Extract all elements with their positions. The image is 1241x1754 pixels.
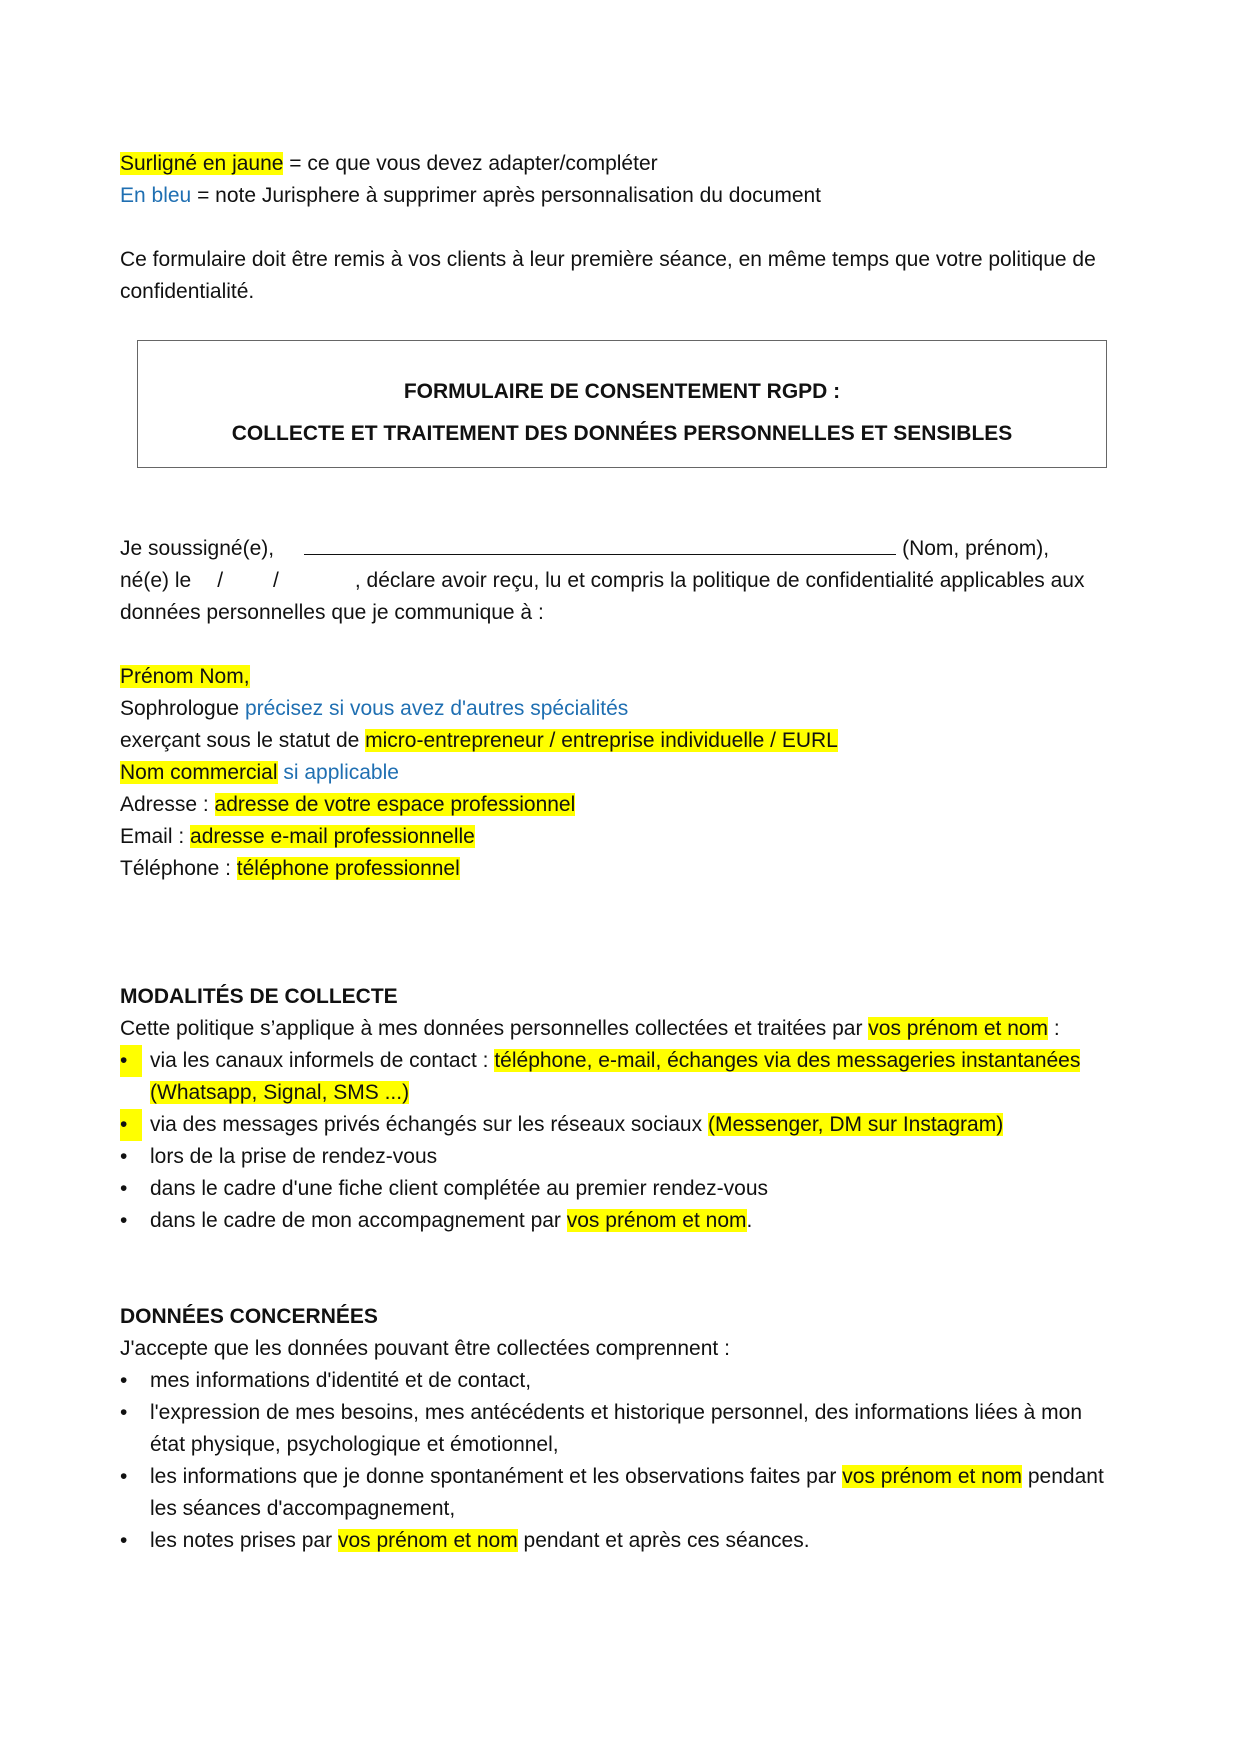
modalites-item2-prefix: via des messages privés échangés sur les réseaux sociaux bbox=[150, 1113, 708, 1136]
modalites-item2-value: (Messenger, DM sur Instagram) bbox=[707, 1113, 1004, 1136]
date-slash-2: / bbox=[273, 569, 279, 592]
soussigne-label: Je soussigné(e), bbox=[120, 537, 275, 560]
modalites-intro-name: vos prénom et nom bbox=[868, 1017, 1049, 1040]
list-item bbox=[120, 1461, 1120, 1525]
list-item bbox=[120, 1045, 1120, 1109]
modalites-item1-value: téléphone, e-mail, échanges via des messageries instantanées (Whatsapp, Signal, SMS ...) bbox=[150, 1049, 1081, 1104]
practitioner-phone bbox=[120, 853, 1120, 885]
name-blank-field[interactable] bbox=[304, 532, 896, 555]
modalites-list bbox=[120, 1045, 1120, 1237]
modalites-item4: dans le cadre d'une fiche client complétée au premier rendez-vous bbox=[150, 1177, 769, 1200]
address-value: adresse de votre espace professionnel bbox=[214, 793, 576, 816]
bullet-icon: • bbox=[120, 1109, 142, 1141]
donnees-item3-value: vos prénom et nom bbox=[842, 1465, 1023, 1488]
legend-blue-text: = note Jurisphere à supprimer après personnalisation du document bbox=[191, 184, 822, 207]
legend-blue bbox=[120, 180, 1120, 212]
practitioner-email bbox=[120, 821, 1120, 853]
donnees-item4-prefix: les notes prises par bbox=[150, 1529, 338, 1552]
commercial-note: si applicable bbox=[277, 761, 399, 784]
title-line-1: FORMULAIRE DE CONSENTEMENT RGPD : bbox=[403, 380, 841, 403]
modalites-intro-suffix: : bbox=[1048, 1017, 1060, 1040]
list-item bbox=[120, 1525, 1120, 1557]
practitioner-address bbox=[120, 789, 1120, 821]
practitioner-profession bbox=[120, 693, 1120, 725]
title-box bbox=[137, 340, 1107, 468]
title-line-2: COLLECTE ET TRAITEMENT DES DONNÉES PERSONNELLES ET SENSIBLES bbox=[231, 422, 1013, 445]
modalites-item5-suffix: . bbox=[746, 1209, 753, 1232]
modalites-item1-prefix: via les canaux informels de contact : bbox=[150, 1049, 495, 1072]
modalites-item5-prefix: dans le cadre de mon accompagnement par bbox=[150, 1209, 567, 1232]
bullet-icon: • bbox=[120, 1145, 128, 1168]
donnees-list bbox=[120, 1365, 1120, 1557]
practitioner-commercial bbox=[120, 757, 1120, 789]
legend-yellow-label: Surligné en jaune bbox=[120, 152, 284, 175]
donnees-item1: mes informations d'identité et de contact, bbox=[150, 1369, 532, 1392]
modalites-item5-value: vos prénom et nom bbox=[566, 1209, 747, 1232]
donnees-item4-suffix: pendant et après ces séances. bbox=[517, 1529, 810, 1552]
date-slash-1: / bbox=[217, 569, 224, 592]
profession-note: précisez si vous avez d'autres spécialités bbox=[244, 697, 629, 720]
list-item bbox=[120, 1173, 1120, 1205]
donnees-heading: DONNÉES CONCERNÉES bbox=[120, 1305, 378, 1328]
intro-paragraph: Ce formulaire doit être remis à vos clients à leur première séance, en même temps que votre politique de confidentialité. bbox=[120, 248, 1096, 303]
statut-value: micro-entrepreneur / entreprise individuelle / EURL bbox=[365, 729, 838, 752]
ne-le-label: né(e) le bbox=[120, 569, 192, 592]
donnees-item2: l'expression de mes besoins, mes antécédents et historique personnel, des informations liées à mon état physique, psychologique et émotionnel, bbox=[150, 1401, 1083, 1456]
modalites-intro bbox=[120, 1013, 1120, 1045]
practitioner-name-value: Prénom Nom, bbox=[120, 665, 250, 688]
phone-label: Téléphone : bbox=[120, 857, 237, 880]
legend-yellow bbox=[120, 148, 1120, 180]
commercial-value: Nom commercial bbox=[120, 761, 278, 784]
phone-value: téléphone professionnel bbox=[236, 857, 460, 880]
list-item bbox=[120, 1397, 1120, 1461]
declaration-rest: , déclare avoir reçu, lu et compris la politique de confidentialité applicables aux données personnelles que je communique à : bbox=[120, 569, 1085, 624]
address-label: Adresse : bbox=[120, 793, 215, 816]
donnees-item3-prefix: les informations que je donne spontanément et les observations faites par bbox=[150, 1465, 843, 1488]
email-value: adresse e-mail professionnelle bbox=[190, 825, 475, 848]
donnees-item3-suffix: pendant les séances d'accompagnement, bbox=[150, 1465, 1104, 1520]
legend-blue-label: En bleu bbox=[120, 184, 192, 207]
email-label: Email : bbox=[120, 825, 191, 848]
list-item bbox=[120, 1205, 1120, 1237]
practitioner-statut bbox=[120, 725, 1120, 757]
bullet-icon: • bbox=[120, 1465, 128, 1488]
list-item bbox=[120, 1141, 1120, 1173]
bullet-icon: • bbox=[120, 1401, 128, 1424]
declaration-line-1 bbox=[120, 532, 1120, 565]
bullet-icon: • bbox=[120, 1209, 128, 1232]
bullet-icon: • bbox=[120, 1177, 128, 1200]
bullet-icon: • bbox=[120, 1045, 142, 1077]
donnees-intro: J'accepte que les données pouvant être collectées comprennent : bbox=[120, 1337, 730, 1360]
document-content bbox=[120, 148, 1120, 1557]
modalites-item3: lors de la prise de rendez-vous bbox=[150, 1145, 438, 1168]
bullet-icon: • bbox=[120, 1529, 128, 1552]
nom-prenom-label: (Nom, prénom), bbox=[902, 537, 1050, 560]
profession-value: Sophrologue bbox=[120, 697, 245, 720]
bullet-icon: • bbox=[120, 1369, 128, 1392]
practitioner-name bbox=[120, 661, 1120, 693]
list-item bbox=[120, 1109, 1120, 1141]
legend-yellow-text: = ce que vous devez adapter/compléter bbox=[283, 152, 658, 175]
modalites-intro-prefix: Cette politique s’applique à mes données personnelles collectées et traitées par bbox=[120, 1017, 869, 1040]
modalites-heading: MODALITÉS DE COLLECTE bbox=[120, 985, 398, 1008]
list-item bbox=[120, 1365, 1120, 1397]
donnees-item4-value: vos prénom et nom bbox=[337, 1529, 518, 1552]
declaration-text bbox=[120, 565, 1120, 629]
statut-prefix: exerçant sous le statut de bbox=[120, 729, 366, 752]
